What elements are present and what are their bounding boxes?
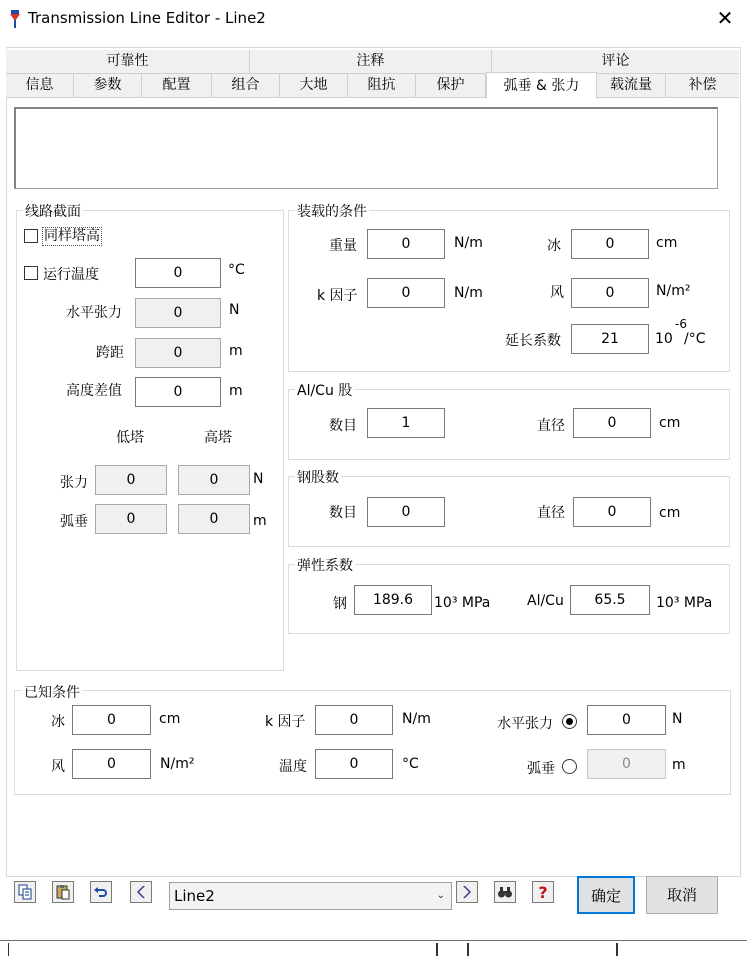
alcu-count-label: 数目 [329, 418, 357, 434]
steel-diameter-label: 直径 [537, 505, 565, 521]
elongation-label: 延长系数 [505, 333, 561, 349]
elastic-alcu-input[interactable]: 65.5 [570, 585, 650, 615]
elongation-unit-exp: -6 [675, 317, 687, 331]
background-window-strip [0, 940, 747, 957]
next-icon[interactable] [456, 881, 478, 903]
sag-low-input: 0 [95, 504, 167, 534]
known-conditions-title: 已知条件 [22, 682, 82, 702]
tension-high-input: 0 [178, 465, 250, 495]
k-factor-label: k 因子 [317, 288, 358, 304]
tab-sag-tension[interactable]: 弧垂 & 张力 [486, 72, 597, 99]
tab-configuration[interactable]: 配置 [142, 74, 212, 98]
steel-strands-title: 钢股数 [295, 467, 341, 487]
known-ice-input[interactable]: 0 [72, 705, 151, 735]
operating-temp-checkbox[interactable] [24, 266, 38, 280]
known-k-factor-unit: N/m [402, 711, 431, 727]
same-tower-height-label: 同样塔高 [44, 228, 100, 244]
steel-count-input[interactable]: 0 [367, 497, 445, 527]
ice-unit: cm [656, 235, 678, 251]
low-tower-label: 低塔 [116, 430, 144, 446]
horizontal-tension-label: 水平张力 [66, 305, 122, 321]
alcu-diameter-unit: cm [659, 415, 681, 431]
horizontal-tension-input: 0 [135, 298, 221, 328]
line-section-title: 线路截面 [23, 201, 83, 221]
known-temp-label: 温度 [279, 759, 307, 775]
background-divider [436, 943, 438, 956]
background-divider [8, 943, 9, 956]
elongation-unit-base: 10 [655, 331, 673, 347]
tab-protection[interactable]: 保护 [416, 74, 486, 98]
loading-conditions-title: 装载的条件 [295, 201, 369, 221]
known-sag-unit: m [672, 757, 686, 773]
steel-count-label: 数目 [329, 505, 357, 521]
undo-icon[interactable] [90, 881, 112, 903]
known-k-factor-label: k 因子 [265, 714, 306, 730]
known-ice-unit: cm [159, 711, 181, 727]
sag-label: 弧垂 [60, 514, 88, 530]
elastic-steel-unit: 10³ MPa [434, 595, 491, 611]
steel-diameter-unit: cm [659, 505, 681, 521]
known-htension-unit: N [672, 711, 683, 727]
window-title: Transmission Line Editor - Line2 [28, 9, 266, 27]
close-icon[interactable]: ✕ [716, 6, 734, 30]
alcu-count-input[interactable]: 1 [367, 408, 445, 438]
chevron-down-icon: ⌄ [436, 890, 445, 901]
background-divider [467, 943, 469, 956]
weight-input[interactable]: 0 [367, 229, 445, 259]
ok-button[interactable]: 确定 [577, 876, 635, 914]
operating-temp-label: 运行温度 [43, 267, 99, 283]
known-wind-unit: N/m² [160, 756, 195, 772]
previous-icon[interactable] [130, 881, 152, 903]
weight-unit: N/m [454, 235, 483, 251]
elastic-steel-label: 钢 [333, 596, 347, 612]
app-icon [8, 10, 22, 28]
high-tower-label: 高塔 [204, 430, 232, 446]
span-label: 跨距 [96, 345, 124, 361]
line-selector-value: Line2 [174, 887, 215, 905]
height-diff-unit: m [229, 383, 243, 399]
wind-unit: N/m² [656, 283, 691, 299]
height-diff-input[interactable]: 0 [135, 377, 221, 407]
k-factor-unit: N/m [454, 285, 483, 301]
tab-compensation[interactable]: 补偿 [666, 74, 739, 98]
alcu-diameter-label: 直径 [537, 418, 565, 434]
known-sag-input: 0 [587, 749, 666, 779]
known-sag-label: 弧垂 [527, 761, 555, 777]
tab-parameters[interactable]: 参数 [74, 74, 142, 98]
sag-unit: m [253, 513, 267, 529]
tab-ampacity[interactable]: 载流量 [597, 74, 666, 98]
tab-ground[interactable]: 大地 [280, 74, 348, 98]
known-ice-label: 冰 [51, 714, 65, 730]
elongation-unit-tail: /°C [684, 331, 706, 347]
weight-label: 重量 [329, 238, 357, 254]
alcu-diameter-input[interactable]: 0 [573, 408, 651, 438]
known-temp-input[interactable]: 0 [315, 749, 393, 779]
operating-temp-unit: °C [228, 262, 245, 278]
cancel-button[interactable]: 取消 [646, 876, 718, 914]
tension-label: 张力 [60, 475, 88, 491]
known-k-factor-input[interactable]: 0 [315, 705, 393, 735]
tab-notes[interactable]: 注释 [250, 50, 492, 74]
tab-combination[interactable]: 组合 [212, 74, 280, 98]
span-unit: m [229, 343, 243, 359]
elastic-modulus-title: 弹性系数 [295, 555, 355, 575]
binoculars-icon[interactable] [494, 881, 516, 903]
wind-label: 风 [550, 285, 564, 301]
k-factor-input[interactable]: 0 [367, 278, 445, 308]
known-wind-label: 风 [51, 759, 65, 775]
elastic-alcu-label: Al/Cu [527, 593, 564, 609]
paste-icon[interactable] [52, 881, 74, 903]
horizontal-tension-unit: N [229, 302, 240, 318]
ice-label: 冰 [547, 238, 561, 254]
tension-unit: N [253, 471, 264, 487]
elastic-steel-input[interactable]: 189.6 [354, 585, 432, 615]
help-icon[interactable]: ? [532, 881, 554, 903]
sag-high-input: 0 [178, 504, 250, 534]
tab-impedance[interactable]: 阻抗 [348, 74, 416, 98]
wind-input[interactable]: 0 [571, 278, 649, 308]
operating-temp-input[interactable]: 0 [135, 258, 221, 288]
line-selector-combo[interactable] [169, 882, 452, 910]
known-htension-radio[interactable] [562, 714, 577, 729]
alcu-strands-title: Al/Cu 股 [295, 380, 354, 400]
copy-icon[interactable] [14, 881, 36, 903]
known-temp-unit: °C [402, 756, 419, 772]
elongation-input[interactable]: 21 [571, 324, 649, 354]
known-htension-input[interactable]: 0 [587, 705, 666, 735]
known-wind-input[interactable]: 0 [72, 749, 151, 779]
height-diff-label: 高度差值 [66, 383, 122, 399]
steel-diameter-input[interactable]: 0 [573, 497, 651, 527]
tab-comments[interactable]: 评论 [492, 50, 739, 74]
tab-reliability[interactable]: 可靠性 [6, 50, 250, 74]
elastic-alcu-unit: 10³ MPa [656, 595, 713, 611]
same-tower-height-checkbox[interactable] [24, 229, 38, 243]
known-htension-label: 水平张力 [497, 716, 553, 732]
tab-info[interactable]: 信息 [6, 74, 74, 98]
description-memo[interactable] [14, 107, 718, 189]
span-input: 0 [135, 338, 221, 368]
known-sag-radio[interactable] [562, 759, 577, 774]
ice-input[interactable]: 0 [571, 229, 649, 259]
tension-low-input: 0 [95, 465, 167, 495]
background-divider [616, 943, 618, 956]
